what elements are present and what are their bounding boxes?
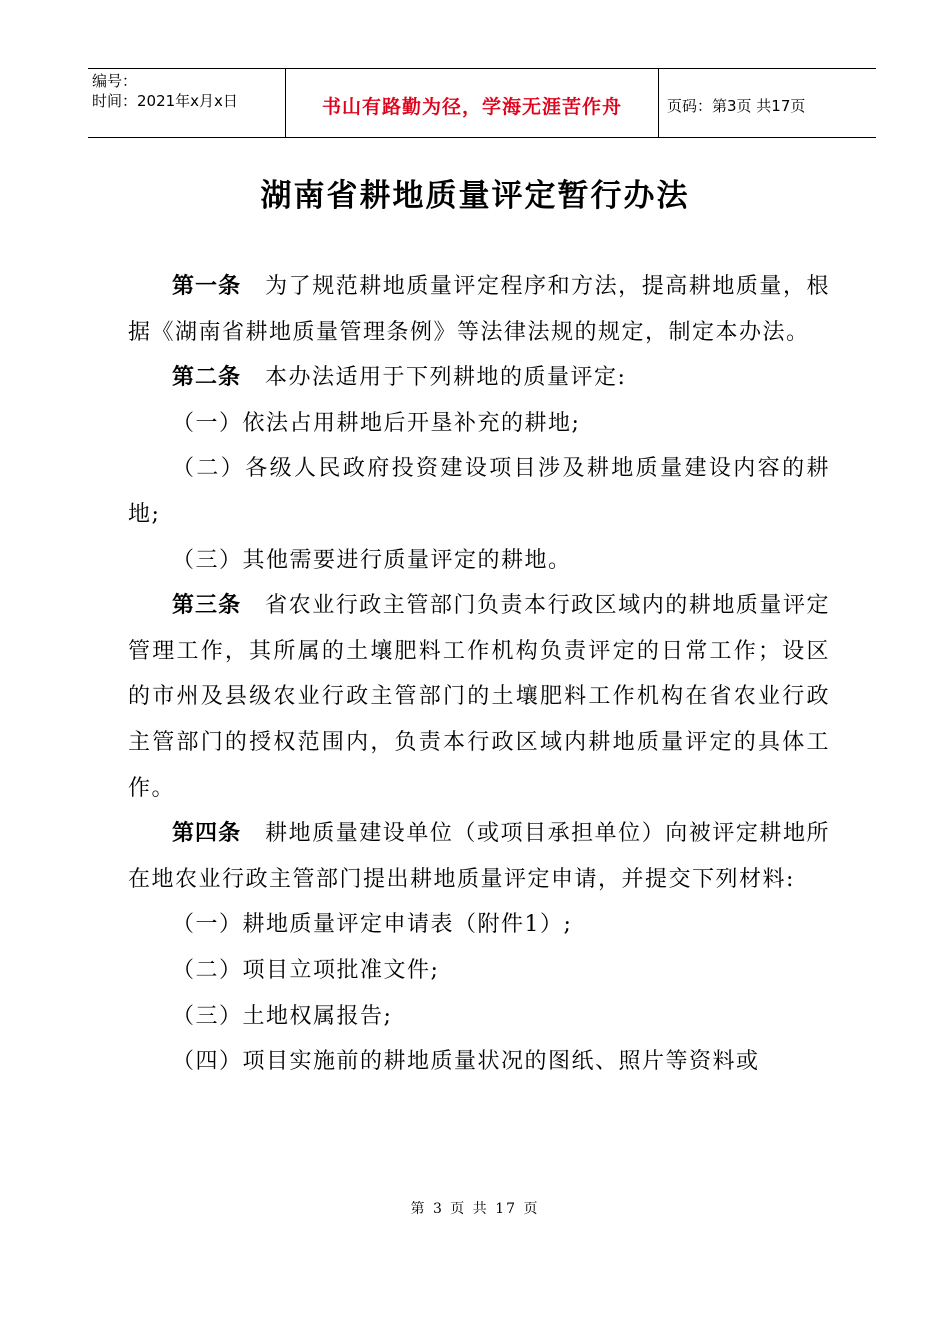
number-label: 编号： (92, 72, 138, 90)
paragraph (128, 264, 830, 355)
paragraph (128, 355, 830, 401)
paragraph (128, 538, 830, 584)
paragraph-text: 为了规范耕地质量评定程序和方法，提高耕地质量，根据《湖南省耕地质量管理条例》等法律法规的规定，制定本办法。 (128, 274, 830, 345)
paragraph-text: （二）各级人民政府投资建设项目涉及耕地质量建设内容的耕地; (128, 456, 830, 527)
paragraph (128, 994, 830, 1040)
page-footer: 第 3 页 共 17 页 (410, 1201, 540, 1217)
paragraph (128, 811, 830, 902)
paragraph (128, 446, 830, 537)
paragraph-text: （一）依法占用耕地后开垦补充的耕地; (172, 410, 581, 436)
paragraph (128, 902, 830, 948)
article-label: 第二条 (172, 365, 242, 391)
paragraph-text: 省农业行政主管部门负责本行政区域内的耕地质量评定管理工作，其所属的土壤肥料工作机构负责评定的日常工作；设区的市州及县级农业行政主管部门的土壤肥料工作机构在省农业行政主管部门的授权范围内，负责本行政区域内耕地质量评定的具体工作。 (128, 593, 830, 801)
paragraph (128, 1039, 830, 1085)
header-motto: 书山有路勤为径，学海无涯苦作舟 (286, 69, 659, 137)
page-header (88, 68, 876, 138)
header-meta (88, 69, 286, 137)
paragraph-text: （二）项目立项批准文件; (172, 957, 440, 983)
document-body (128, 264, 830, 1085)
article-label: 第三条 (172, 593, 242, 619)
paragraph-text: （四）项目实施前的耕地质量状况的图纸、照片等资料或 (172, 1049, 760, 1075)
paragraph (128, 401, 830, 447)
article-label: 第四条 (172, 821, 242, 847)
paragraph-text: 本办法适用于下列耕地的质量评定: (265, 365, 627, 391)
paragraph-text: （三）土地权属报告; (172, 1003, 393, 1029)
header-page-info: 页码：第3页 共17页 (667, 96, 806, 115)
paragraph-text: 耕地质量建设单位（或项目承担单位）向被评定耕地所在地农业行政主管部门提出耕地质量评定申请，并提交下列材料: (128, 821, 830, 892)
paragraph-text: （三）其他需要进行质量评定的耕地。 (172, 547, 572, 573)
document-title: 湖南省耕地质量评定暂行办法 (260, 178, 690, 214)
article-label: 第一条 (172, 274, 242, 299)
paragraph (128, 948, 830, 994)
time-label: 时间：2021年x月x日 (92, 92, 238, 110)
paragraph (128, 583, 830, 811)
paragraph-text: （一）耕地质量评定申请表（附件1）; (172, 912, 573, 938)
